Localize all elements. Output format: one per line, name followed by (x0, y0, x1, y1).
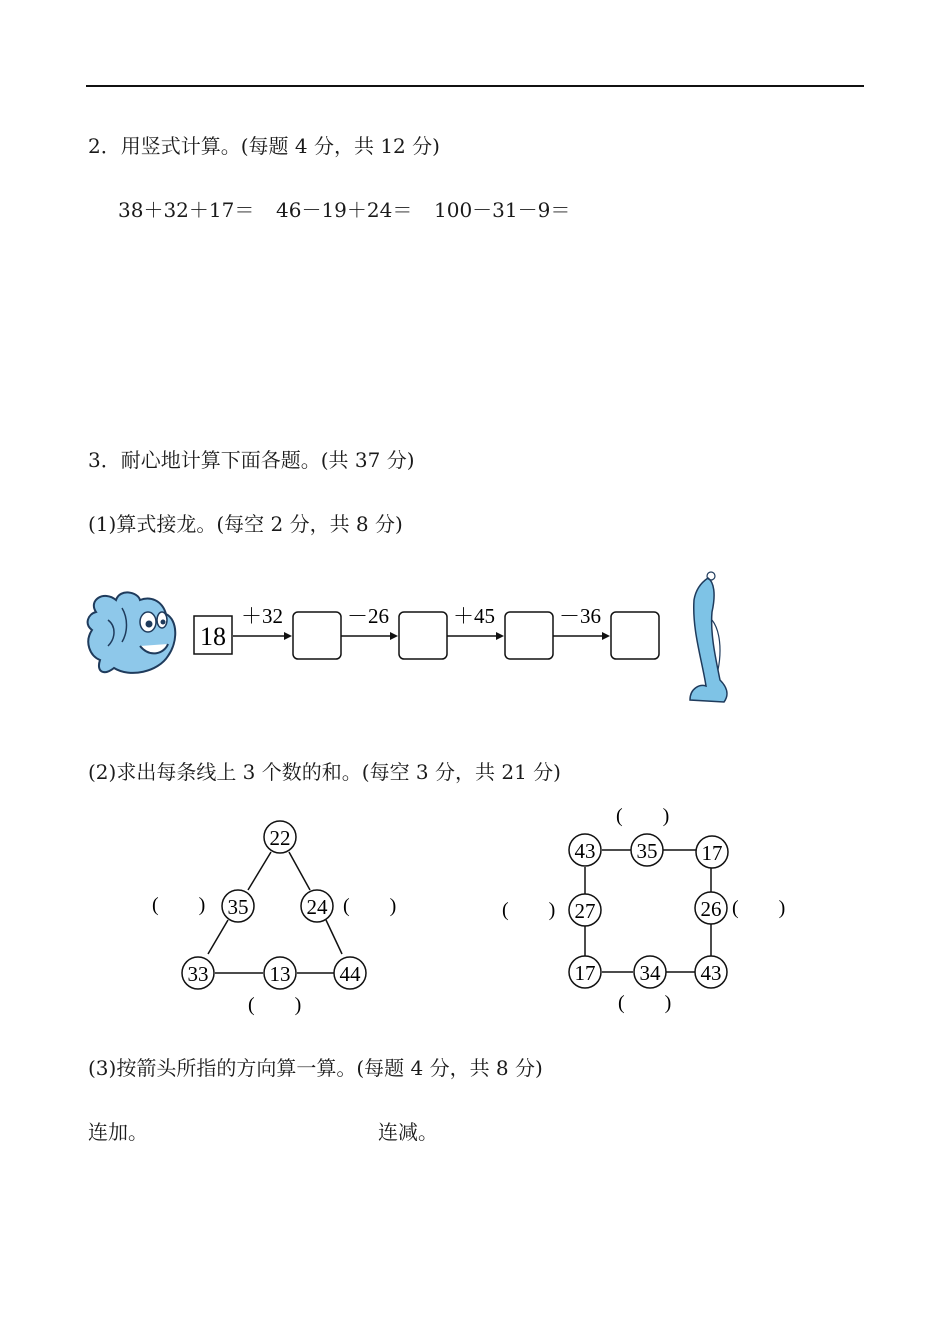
op-4: －36 (559, 604, 601, 628)
square-node-bottom-right: 43 (700, 961, 722, 985)
op-1: ＋32 (241, 604, 283, 628)
continuous-subtraction-label: 连减。 (378, 1120, 438, 1144)
q2-expression-2: 46－19＋24＝ (276, 198, 413, 222)
triangle-bottom-answer[interactable]: ( ) (248, 994, 302, 1016)
q3-part1-title: (1)算式接龙。(每空 2 分，共 8 分) (88, 512, 403, 536)
q2-title: 2．用竖式计算。(每题 4 分，共 12 分) (88, 134, 440, 158)
triangle-node-bottom-left: 33 (187, 962, 209, 986)
q2-expression-3: 100－31－9＝ (434, 198, 571, 222)
square-node-bottom-left: 17 (574, 961, 596, 985)
triangle-diagram (140, 812, 440, 1024)
fish-illustration (88, 592, 176, 672)
q3-part2-title: (2)求出每条线上 3 个数的和。(每空 3 分，共 21 分) (88, 760, 561, 784)
triangle-node-bottom-mid: 13 (269, 962, 291, 986)
top-divider (86, 85, 864, 87)
square-right-answer[interactable]: ( ) (732, 897, 786, 919)
triangle-node-right: 24 (306, 895, 328, 919)
seaweed-illustration (690, 572, 727, 702)
op-2: －26 (347, 604, 389, 628)
square-left-answer[interactable]: ( ) (502, 899, 556, 921)
square-top-answer[interactable]: ( ) (616, 805, 670, 827)
square-node-top-left: 43 (574, 839, 596, 863)
square-node-bottom-mid: 34 (639, 961, 661, 985)
chain-diagram (0, 560, 950, 720)
answer-box-4[interactable] (611, 612, 659, 659)
square-node-top-mid: 35 (636, 839, 658, 863)
start-number: 18 (200, 622, 226, 651)
triangle-node-bottom-right: 44 (339, 962, 361, 986)
answer-box-2[interactable] (399, 612, 447, 659)
triangle-left-answer[interactable]: ( ) (152, 894, 206, 916)
q3-part3-title: (3)按箭头所指的方向算一算。(每题 4 分，共 8 分) (88, 1056, 543, 1080)
triangle-node-left: 35 (227, 895, 249, 919)
answer-box-3[interactable] (505, 612, 553, 659)
q2-expression-1: 38＋32＋17＝ (118, 198, 255, 222)
answer-box-1[interactable] (293, 612, 341, 659)
square-node-left-mid: 27 (574, 899, 596, 923)
square-node-right-mid: 26 (700, 897, 722, 921)
square-bottom-answer[interactable]: ( ) (618, 992, 672, 1014)
triangle-right-answer[interactable]: ( ) (343, 895, 397, 917)
square-diagram (494, 796, 814, 1026)
square-node-top-right: 17 (701, 841, 723, 865)
triangle-node-top: 22 (269, 826, 291, 850)
op-3: ＋45 (453, 604, 495, 628)
q3-title: 3．耐心地计算下面各题。(共 37 分) (88, 448, 415, 472)
continuous-addition-label: 连加。 (88, 1120, 148, 1144)
